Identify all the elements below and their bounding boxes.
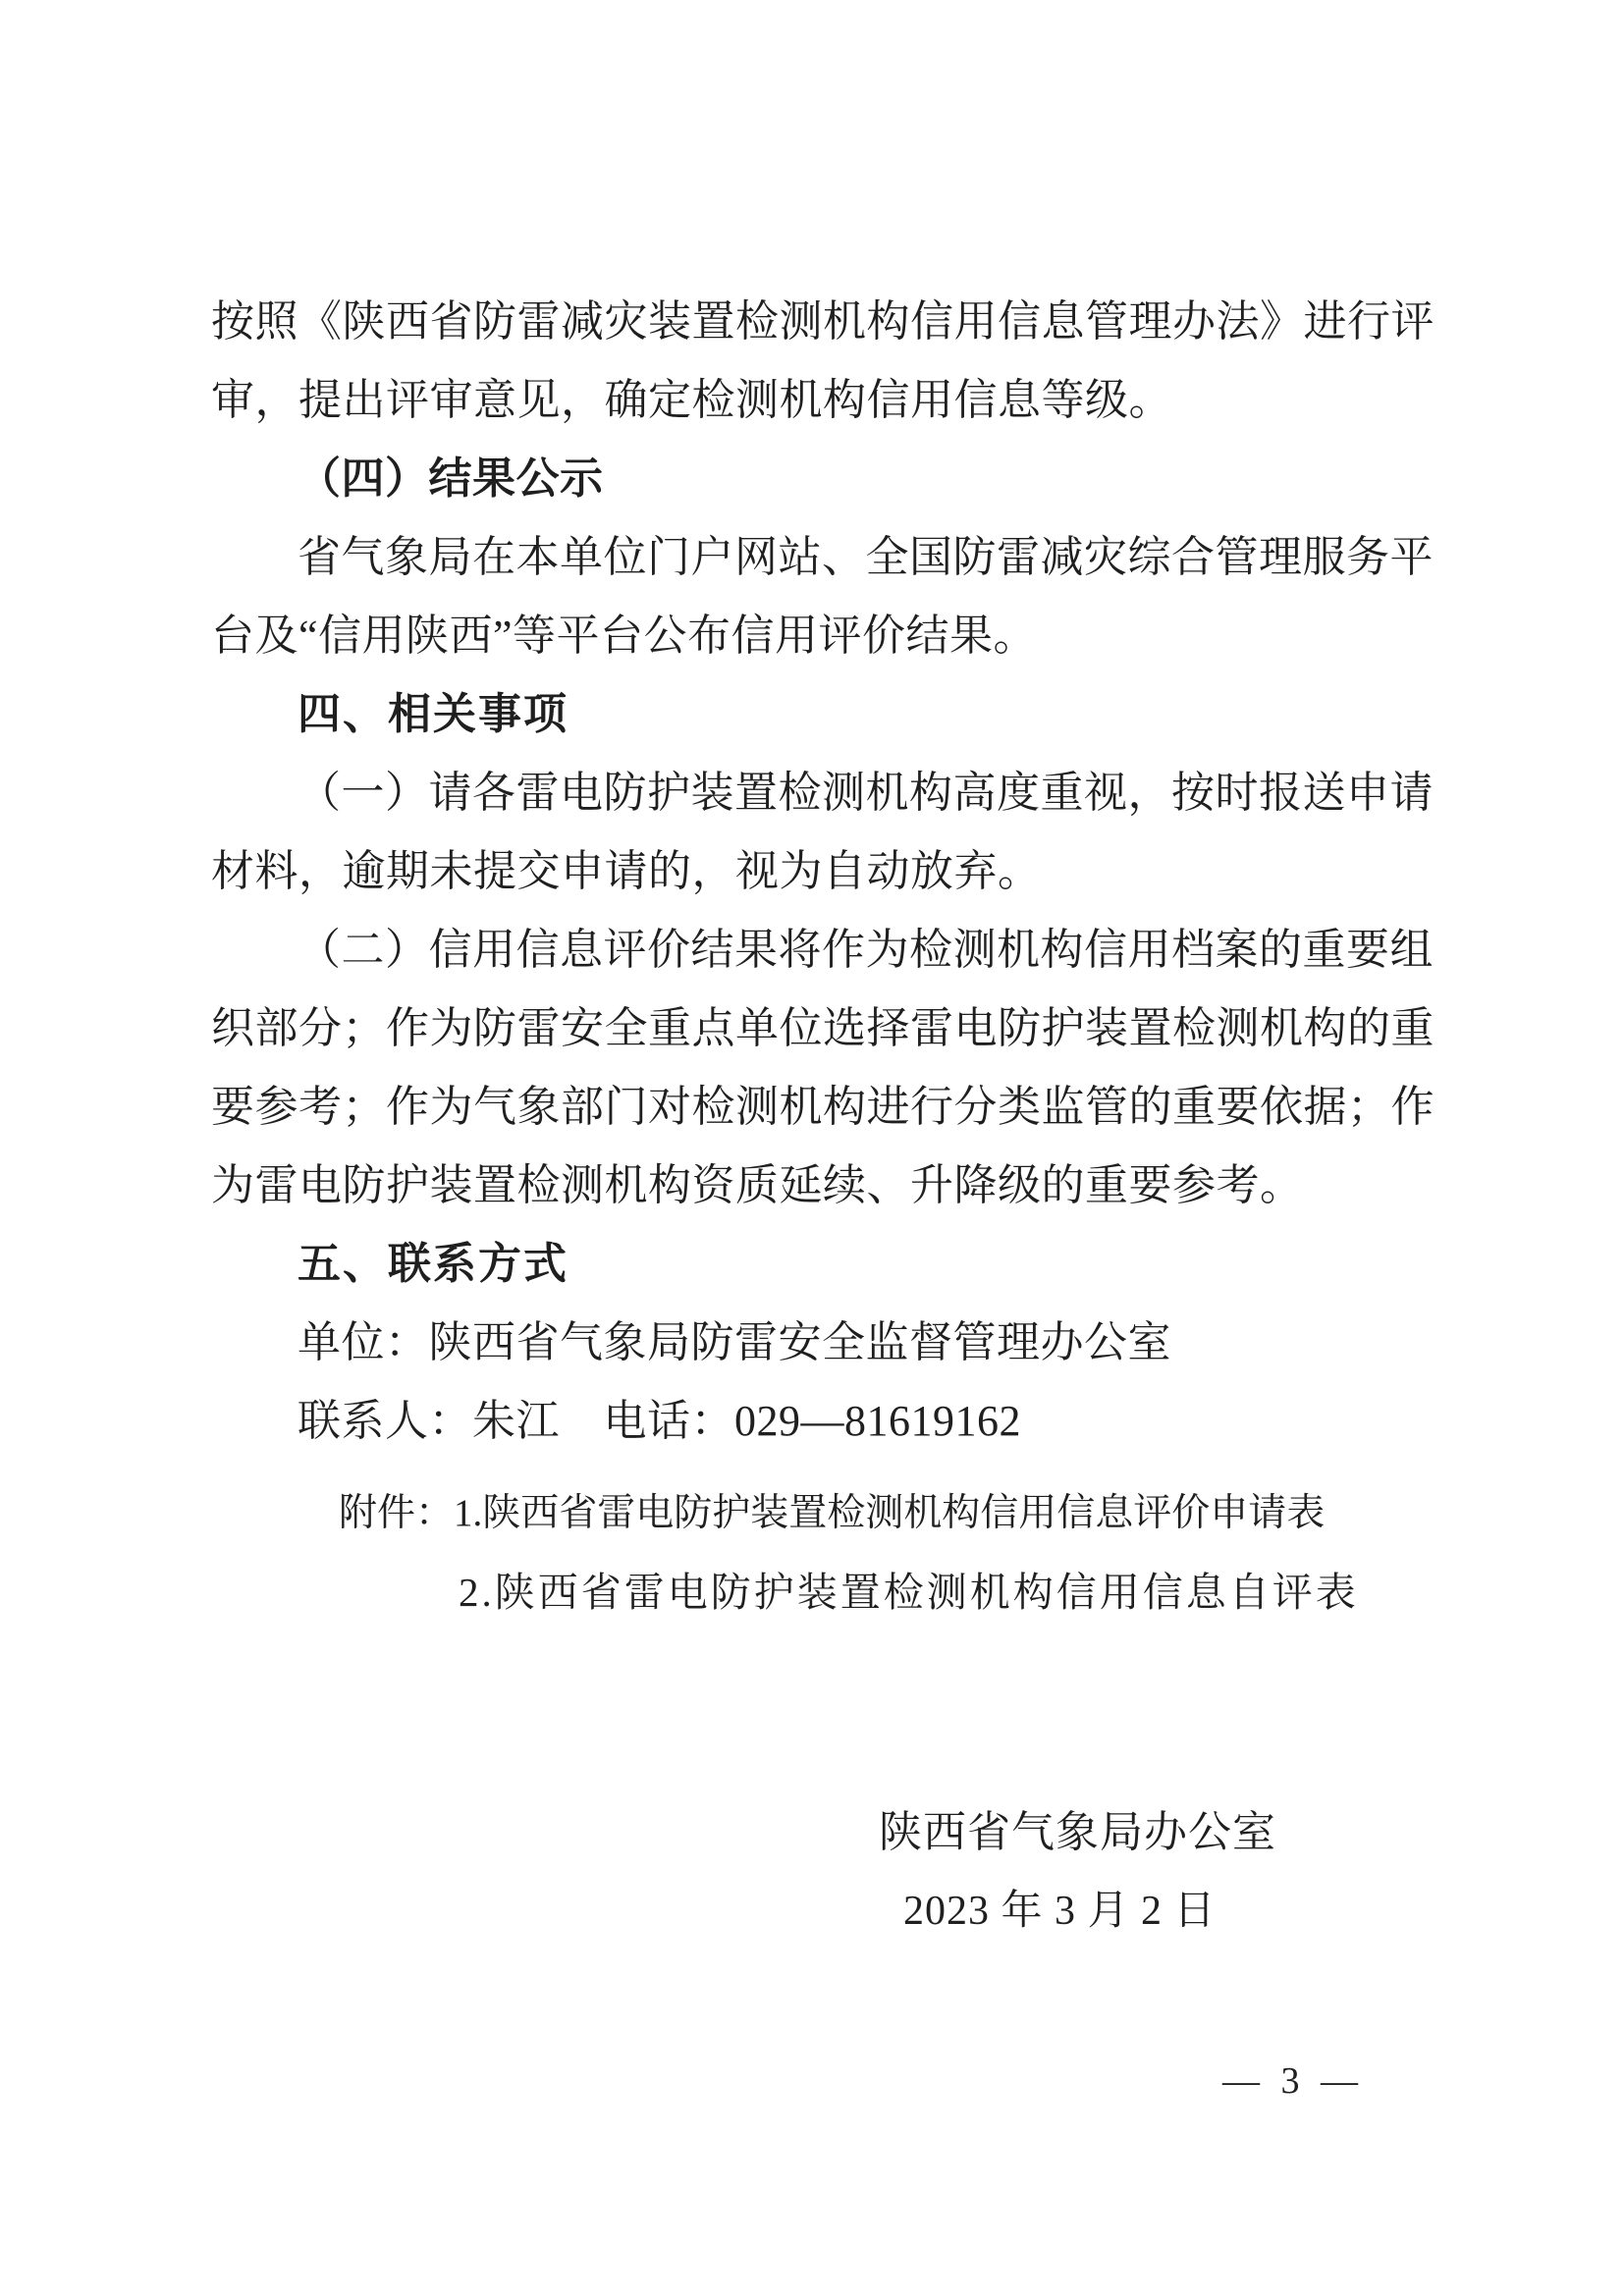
body-line: （一）请各雷电防护装置检测机构高度重视，按时报送申请 xyxy=(298,769,1434,817)
section-heading-result-publicity: （四）结果公示 xyxy=(298,454,604,503)
body-line: 按照《陕西省防雷减灾装置检测机构信用信息管理办法》进行评 xyxy=(211,297,1435,346)
attachment-item-1 xyxy=(211,1474,1488,1553)
contact-unit-line: 单位：陕西省气象局防雷安全监督管理办公室 xyxy=(298,1318,1171,1366)
document-date: 2023 年 3 月 2 日 xyxy=(903,1889,1217,1934)
section-heading-related-matters: 四、相关事项 xyxy=(298,690,568,738)
contact-person-line: 联系人：朱江 电话：029—81619162 xyxy=(298,1397,1021,1445)
attachment-item-2 xyxy=(211,1553,1488,1631)
issuer-signature: 陕西省气象局办公室 xyxy=(879,1808,1276,1856)
body-line: 台及“信用陕西”等平台公布信用评价结果。 xyxy=(211,612,1038,660)
attachments-block xyxy=(211,1474,1488,1631)
body-line: 为雷电防护装置检测机构资质延续、升降级的重要参考。 xyxy=(211,1161,1304,1209)
attachments-label: 附件： xyxy=(339,1492,455,1534)
attachment-1-title: 1.陕西省雷电防护装置检测机构信用信息评价申请表 xyxy=(454,1492,1326,1534)
body-line: 材料，逾期未提交申请的，视为自动放弃。 xyxy=(211,847,1042,895)
body-line: （二）信用信息评价结果将作为检测机构信用档案的重要组 xyxy=(298,926,1434,974)
page-number: — 3 — xyxy=(1222,2060,1364,2102)
attachment-2-title: 2.陕西省雷电防护装置检测机构信用信息自评表 xyxy=(459,1570,1359,1615)
body-line: 审，提出评审意见，确定检测机构信用信息等级。 xyxy=(211,376,1172,424)
body-line: 织部分；作为防雷安全重点单位选择雷电防护装置检测机构的重 xyxy=(211,1004,1435,1052)
section-heading-contact: 五、联系方式 xyxy=(298,1240,568,1288)
document-body xyxy=(211,283,1435,1461)
body-line: 要参考；作为气象部门对检测机构进行分类监管的重要依据；作 xyxy=(211,1083,1435,1131)
body-line: 省气象局在本单位门户网站、全国防雷减灾综合管理服务平 xyxy=(298,533,1434,581)
